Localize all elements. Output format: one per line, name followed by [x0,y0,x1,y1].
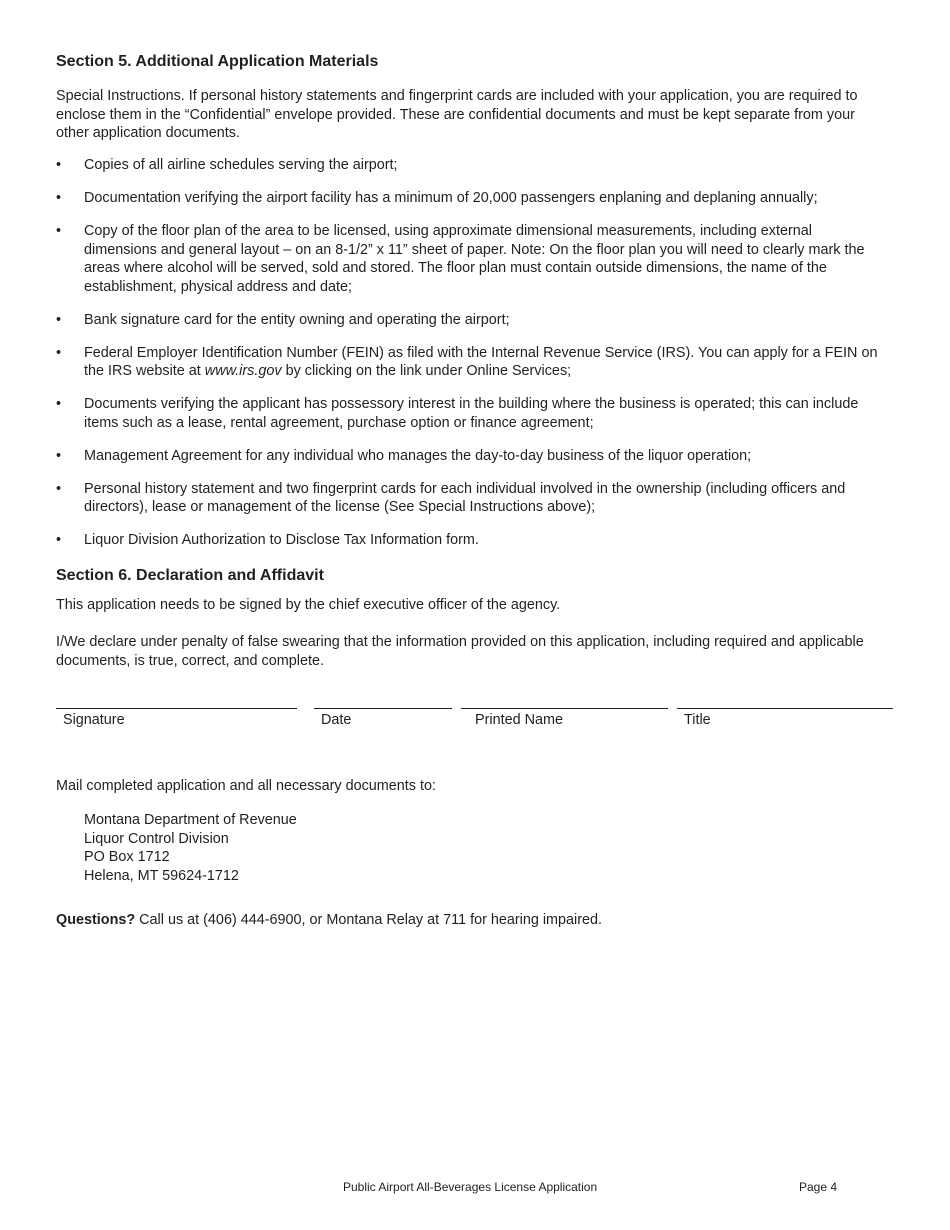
list-item: • Liquor Division Authorization to Disclose Tax Information form. [56,532,479,549]
bullet-icon: • [56,480,62,497]
questions-contact [56,911,884,930]
list-item: • Documentation verifying the airport facility has a minimum of 20,000 passengers enplaning and deplaning annually; [56,189,818,206]
special-instructions: Special Instructions. If personal history statements and fingerprint cards are included with your application, you are required to enclose them in the “Confidential” envelope provided. These are confidential documents and must be kept separate from your other application documents. [56,88,858,142]
title-line[interactable] [677,708,893,709]
list-item: • Personal history statement and two fingerprint cards for each individual involved in the ownership (including officers and directors), lease or management of the license (See Special Instructions above); [56,480,846,516]
bullet-icon: • [56,311,62,328]
address-line: Helena, MT 59624-1712 [84,867,239,884]
mailing-address [84,811,297,885]
list-item: • Management Agreement for any individual who manages the day-to-day business of the liquor operation; [56,447,752,464]
questions-label: Questions? [56,912,136,928]
printed-name-line[interactable] [461,708,668,709]
list-item: • Copies of all airline schedules serving the airport; [56,157,398,173]
bullet-icon: • [56,447,62,464]
materials-list [56,156,886,564]
address-line: PO Box 1712 [84,849,170,866]
section-6-heading: Section 6. Declaration and Affidavit [56,567,324,584]
list-item-fein: • Federal Employer Identification Number (FEIN) as filed with the Internal Revenue Service (IRS). You can apply for a FEIN on the IRS website at www.irs.gov by clicking on the link under Online Services; [56,344,878,380]
printed-name-label: Printed Name [475,712,563,728]
address-line: Montana Department of Revenue [84,812,297,828]
list-item: • Bank signature card for the entity owning and operating the airport; [56,311,510,328]
bullet-icon: • [56,532,62,549]
footer-page-number: Page 4 [799,1180,838,1194]
title-label: Title [684,712,711,728]
footer-form-title: Public Airport All-Beverages License Application [343,1180,598,1194]
date-label: Date [321,712,352,728]
mailing-instructions: Mail completed application and all necessary documents to: [56,778,436,794]
date-line[interactable] [314,708,452,709]
bullet-icon: • [56,222,62,239]
questions-text: Call us at (406) 444-6900, or Montana Relay at 711 for hearing impaired. [135,912,603,928]
section-5-heading: Section 5. Additional Application Materials [56,53,379,70]
bullet-icon: • [56,396,62,413]
bullet-icon: • [56,157,62,173]
list-item: • Copy of the floor plan of the area to be licensed, using approximate dimensional measurements, including external dimensions and general layout – on an 8-1/2” x 11” sheet of paper. Note: On the floor plan you will need to clearly mark the areas where alcohol will be served, sold and stored. The floor plan must contain outside dimensions, the name of the establishment, physical address and date; [56,222,865,295]
signing-requirement: This application needs to be signed by the chief executive officer of the agency. [56,597,561,613]
bullet-icon: • [56,189,62,206]
bullet-icon: • [56,344,62,361]
signature-line[interactable] [56,708,297,709]
signature-label: Signature [63,712,125,728]
irs-website-link[interactable]: www.irs.gov [204,363,282,380]
address-line: Liquor Control Division [84,830,229,847]
declaration-text: I/We declare under penalty of false swearing that the information provided on this application, including required and applicable documents, is true, correct, and complete. [56,634,864,669]
list-item: • Documents verifying the applicant has possessory interest in the building where the business is operated; this can include items such as a lease, rental agreement, purchase option or finance agreement; [56,396,859,431]
